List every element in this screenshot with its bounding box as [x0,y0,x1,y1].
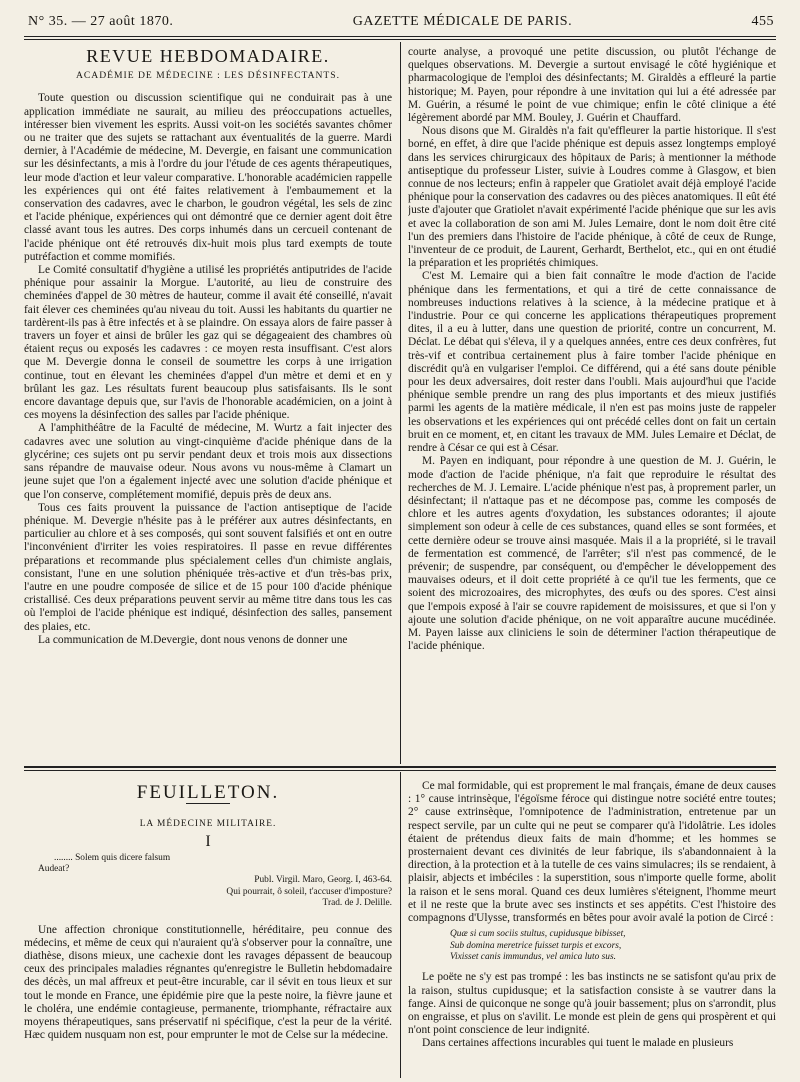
revue-left-column [24,46,392,762]
epigraph-line: ........ Solem quis dicere falsum [54,852,171,863]
feuilleton-paragraph: Dans certaines affections incurables qui tuent le malade en plusieurs [422,1037,734,1050]
feuilleton-rule-thin [24,770,776,771]
epigraph-translation: Qui pourrait, ô soleil, t'accuser d'imposture? [226,886,392,897]
epigraph-source: Publ. Virgil. Maro, Georg. I, 463-64. [254,875,392,886]
feuilleton-paragraph: Ce mal formidable, qui est proprement le mal français, émane de deux causes : 1° cause intrinsèque, l'égoïsme féroce qui distingue notre société entre toutes; 2° cause extrinsèque, l'omnipotence de l'administration, entretenue par un respect servile, par un culte qui ne peut se comparer qu'à l'idolâtrie. Les idoles étaient de prétendus dieux faits de main d'homme; et les hommes se prosternaient devant ces divinités de leur fabrique, ils s'abandonnaient à la direction, à la protection et à la tutelle de ces vains simulacres; ils se rendaient, à plaisir, abjects et imbéciles : la superstition, sous n'importe quelle forme, abolit la raison et le sens moral. Quand ces deux lumières s'éteignent, l'homme meurt et il ne reste que la brute avec ses instincts et ses appétits. C'est l'histoire des compagnons d'Ulysse, transformés en bêtes pour avoir avalé la potion de Circé : [408,780,776,925]
revue-paragraph: M. Payen en indiquant, pour répondre à une question de M. J. Guérin, le mode d'action de l'acide phénique, n'a fait que reproduire le résultat des recherches de M. J. Lemaire. L'acide phénique n'est pas, à proprement parler, un désinfectant; il n'attaque pas et ne décompose pas, comme les composés de chlore et les autres agents d'oxydation, les substances odorantes; il ajoute simplement son odeur à celle de ces substances, quand elles se sont formées, et cette dernière odeur se trouve ainsi masquée. Mais il a la propriété, si le travail de fermentation est commencé, de l'arrêter; s'il n'est pas commencé, de le prévenir; de suspendre, par conséquent, ou d'empêcher le développement des mauvaises odeurs, et il doit cette propriété à ce qu'il tue les ferments, que ce soient des microzoaires, des microphytes, des œufs ou des spores. C'est ainsi que l'empois exposé à l'air se couvre rapidement de moisissures, et que si l'on y ajoute une solution d'acide phénique, on ne voit apparaître aucune mucédinée. M. Payen laisse aux cliniciens le soin de déterminer l'action thérapeutique de l'acide phénique. [408,455,776,653]
revue-paragraph: Le Comité consultatif d'hygiène a utilisé les propriétés antiputrides de l'acide phénique pour assainir la Morgue. L'autorité, au lieu de construire des cheminées d'appel de 30 mètres de hauteur, comme il avait été conseillé, n'avait fait élever ces cheminées qu'au niveau du toit. Aussi les habitants du quartier ne tardèrent-ils pas à être infectés et à se plaindre. On essaya alors de faire passer à travers un foyer et ainsi de brûler les gaz qui se dégageaient des chambres où étaient reçus ou exposés les cadavres : ce moyen resta insuffisant. C'est alors que M. Devergie donna le conseil de soumettre les corps à une irrigation continue, tout en élevant les cheminées d'appel d'un mètre et demi et en y brûlant les gaz. Les résultats furent beaucoup plus satisfaisants. Ils le sont encore davantage depuis que, sur l'avis de l'honorable académicien, on a joint à ces moyens la désinfection des salles par l'acide phénique. [24,264,392,422]
feuilleton-right-column [408,780,776,1076]
latin-verse [450,929,776,963]
issue-number: N° 35. — 27 août 1870. [28,14,174,29]
page-header [28,14,774,36]
epigraph [24,853,392,910]
revue-paragraph: Nous disons que M. Giraldès n'a fait qu'effleurer la partie historique. Il s'est borné, en effet, à dire que l'acide phénique est depuis assez longtemps employé dans les services chirurgicaux des hôpitaux de Paris; à mentionner la méthode antiseptique du professeur Lister, suivie à Loudres comme à Glasgow, et bien connue de nos lecteurs; enfin à rappeler que Gratiolet avait déjà employé l'acide phénique pour la conservation des cadavres ou des pièces anatomiques. Il eût été juste d'ajouter que Gratiolet n'avait expérimenté l'acide phénique que sur les avis et avec la collaboration de son ami M. Jules Lemaire, dont le nom doit être cité l'un des premiers dans l'histoire de l'acide phénique, à côté de ceux de Runge, l'inventeur de ce produit, de Laurent, Gerhardt, Berthelot, etc., qui en ont étudié la préparation et les propriétés chimiques. [408,125,776,270]
epigraph-translator: Trad. de J. Delille. [322,898,392,909]
feuilleton-left-column [24,776,392,1076]
revue-subtitle: ACADÉMIE DE MÉDECINE : LES DÉSINFECTANTS. [75,70,341,82]
feuilleton-paragraph: Une affection chronique constitutionnelle, héréditaire, peu connue des médecins, et même de ceux qui n'auraient qu'à s'observer pour la connaître, une diathèse, disons mieux, une cachexie dont les ravages dépassent de beaucoup ceux des principales maladies régnantes qu'enregistre le Bulletin hebdomadaire des décès, un mal affreux et peut-être incurable, car il sévit en tous lieux et sur tout le monde en France, une épidémie pire que la peste noire, la fièvre jaune et le choléra, une endémie contagieuse, permanente, triomphante, réfractaire aux moyens thérapeutiques, sans préservatif ni spécifique, c'est la peur de la vérité. Hæc quidem nusquam non est, pour emprunter le mot de Celse sur la médecine. [24,923,392,1042]
revue-paragraph: C'est M. Lemaire qui a bien fait connaître le mode d'action de l'acide phénique dans les fermentations, et qui a tiré de cette connaissance de nombreuses inductions relatives à la science, à la médecine pratique et à l'industrie. Pour ce qui concerne les applications thérapeutiques proprement dites, il a eu à lutter, dans une question de priorité, contre un concurrent, M. Déclat. Le débat qui s'éleva, il y a quelques années, entre ces deux confrères, fut très-vif et contribua certainement plus à faire tomber l'acide phénique en discrédit qu'à en vulgariser l'emploi. Ce différend, qui a été sans doute pénible pour les deux adversaires, doit rester dans l'oubli. Mais aujourd'hui que l'acide phénique semble prendre un rang des plus importants et des mieux justifiés parmi les agents de la matière médicale, il n'en est pas moins juste de rappeler les observations et les expériences qui ont précédé celles dont on fait un certain bruit en ce moment, et, en citant les travaux de MM. Jules Lemaire et Déclat, de rendre à César ce qui est à César. [408,270,776,455]
column-divider [400,42,401,764]
revue-title: REVUE HEBDOMADAIRE. [86,46,330,66]
feuilleton-title: FEUILLETON. [136,782,280,803]
revue-right-column [408,46,776,762]
header-rule [24,36,776,37]
verse-line: Sub domina meretrice fuisset turpis et excors, [450,940,622,951]
column-divider [400,772,401,1078]
feuilleton-rule [24,766,776,768]
revue-paragraph: La communication de M.Devergie, dont nous venons de donner une [38,633,348,646]
revue-paragraph: A l'amphithéâtre de la Faculté de médecine, M. Wurtz a fait injecter des cadavres avec une solution au vingt-cinquième d'acide phénique dans de la glycérine; ces sujets ont pu servir pendant deux et trois mois aux dissections sans répandre de mauvaise odeur. Nous avons vu nous-même à Clamart un jeune sujet que l'on a également injecté avec une solution d'acide phénique et que l'on conserve, complétement momifié, depuis près de deux ans. [24,422,392,501]
revue-paragraph: courte analyse, a provoqué une petite discussion, ou plutôt l'échange de quelques observations. M. Devergie a surtout envisagé le côté hygiénique et pharmacologique de l'emploi des désinfectants; M. Giraldès a effleuré la partie historique; M. Payen, pour répondre à une invitation qui lui a été adressée par M. Guérin, a résumé le point de vue chimique; enfin le côté clinique a été légèrement abordé par MM. Bouley, J. Guérin et Chauffard. [408,46,776,125]
verse-line: Vixisset canis immundus, vel amica luto sus. [450,952,616,963]
title-underline [186,803,230,804]
journal-title: GAZETTE MÉDICALE DE PARIS. [352,14,573,29]
feuilleton-paragraph: Le poëte ne s'y est pas trompé : les bas instincts ne se satisfont qu'au prix de la raison, stultus cupidusque; et la satisfaction consiste à se vautrer dans la fange. Ainsi de quiconque ne songe qu'à jouir bassement; plus on s'arrondit, plus on engraisse, et plus on s'avilit. Le monde est plein de gens qui prospèrent et qui n'ont point conscience de leur indignité. [408,971,776,1037]
revue-paragraph: Toute question ou discussion scientifique qui ne conduirait pas à une application immédiate ne saurait, au milieu des préoccupations actuelles, intéresser bien vivement les esprits. Aussi voit-on les sociétés savantes chômer ou ne traiter que des sujets se rattachant aux éventualités de la guerre. Mardi dernier, à l'Académie de médecine, M. Devergie, en faisant une communication sur les désinfectants, a mis à l'ordre du jour l'étude de ces agents thérapeutiques, leur mode d'action et leur valeur comparative. L'honorable académicien rappelle les expériences qui ont été faites relativement à l'embaumement et la conservation des cadavres, avec le charbon, le goudron végétal, les sels de zinc et l'acide phénique, expériences qui ont démontré que ce dernier agent doit être classé avant tous les autres. Des corps inhumés dans un cercueil contenant de l'acide phénique ont été retrouvés dix-huit mois plus tard exempts de toute putréfaction et comme momifiés. [24,92,392,263]
revue-paragraph: Tous ces faits prouvent la puissance de l'action antiseptique de l'acide phénique. M. Devergie n'hésite pas à le préférer aux autres désinfectants, en particulier au chlore et à ses composés, qui sont souvent falsifiés et ont en outre l'inconvénient d'irriter les voies respiratoires. Il passe en revue différentes préparations et recommande plus spécialement celles d'un chimiste anglais, consistant, l'une en une solution phéniquée très-active et d'un très-bas prix, l'autre en une poudre composée de silice et de 15 pour 100 d'acide phénique cristallisé. Ces deux préparations peuvent servir au même titre dans tous les cas où l'emploi de l'acide phénique est indiqué, désinfection des salles, pansement des plaies, etc. [24,501,392,633]
page-number: 455 [751,14,774,29]
header-rule-thin [24,39,776,40]
chapter-number: I [205,833,211,851]
verse-line: Quæ si cum sociis stultus, cupidusque bibisset, [450,929,626,940]
feuilleton-subtitle: LA MÉDECINE MILITAIRE. [139,819,277,830]
epigraph-line: Audeat? [38,864,70,875]
